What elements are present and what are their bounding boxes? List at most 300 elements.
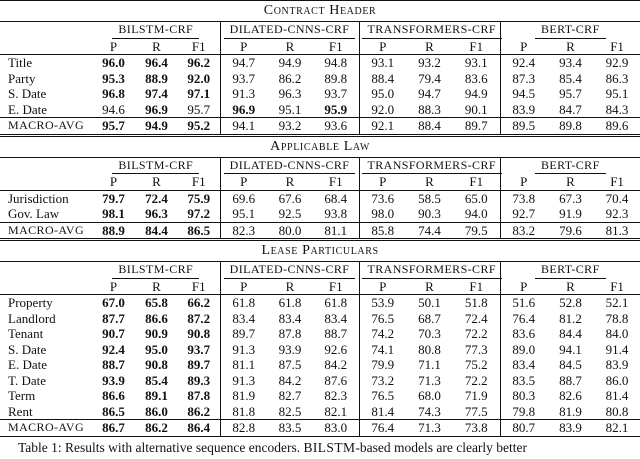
- table-cell: 72.2: [464, 372, 488, 388]
- metric-header: R: [566, 174, 575, 189]
- model-header: [220, 22, 359, 39]
- table-cell: 67.3: [547, 190, 594, 206]
- table-cell: 86.6: [102, 388, 125, 403]
- metric-header: F1: [191, 278, 206, 294]
- table-cell: 95.7: [559, 86, 582, 101]
- macro-avg-row: [0, 118, 640, 136]
- metric-header: P: [220, 174, 267, 190]
- table-cell: 73.8: [453, 420, 500, 437]
- section-title-row: [0, 135, 640, 157]
- metric-header: R: [566, 278, 575, 294]
- table-cell: 90.1: [464, 101, 488, 117]
- table-cell: 90.8: [145, 357, 168, 372]
- model-name: DILATED-CNNS-CRF: [224, 158, 356, 175]
- table-cell: 92.7: [500, 206, 547, 222]
- table-cell: 79.5: [453, 222, 500, 240]
- row-label: Party: [8, 70, 36, 86]
- table-cell: 89.8: [324, 70, 348, 86]
- table-cell: 93.8: [324, 206, 348, 221]
- table-cell: 51.8: [453, 295, 500, 311]
- table-cell: 72.2: [464, 326, 488, 341]
- table-cell: 61.8: [220, 295, 267, 311]
- table-cell: 83.9: [605, 357, 629, 372]
- table-cell: 94.9: [267, 55, 313, 71]
- table-cell: 87.5: [278, 357, 302, 372]
- table-cell: 73.8: [500, 190, 547, 206]
- table-cell: 90.7: [102, 326, 125, 341]
- table-cell: 75.9: [178, 190, 220, 206]
- table-cell: 82.5: [278, 403, 302, 419]
- table-cell: 86.4: [178, 420, 220, 437]
- table-cell: 86.0: [145, 403, 168, 419]
- section-title: Applicable Law: [0, 135, 640, 157]
- table-cell: 69.6: [220, 190, 267, 206]
- table-cell: 93.7: [187, 341, 211, 357]
- table-cell: 87.8: [187, 388, 211, 403]
- table-cell: 92.1: [359, 118, 406, 136]
- table-row: [0, 206, 640, 222]
- table-cell: 79.7: [92, 190, 135, 206]
- table-cell: 91.4: [605, 341, 629, 357]
- table-cell: 82.1: [324, 403, 348, 419]
- table-cell: 88.7: [102, 357, 125, 372]
- table-cell: 80.8: [418, 341, 441, 357]
- table-cell: 72.4: [464, 310, 488, 326]
- table-cell: 83.9: [500, 102, 547, 118]
- table-cell: 92.0: [187, 70, 211, 86]
- table-row: [0, 326, 640, 342]
- model-name: DILATED-CNNS-CRF: [224, 262, 356, 279]
- table-cell: 87.2: [187, 310, 211, 326]
- table-cell: 82.7: [278, 388, 302, 403]
- table-cell: 86.5: [102, 403, 125, 419]
- table-cell: 97.4: [145, 86, 168, 101]
- metric-header-row: [0, 174, 640, 190]
- table-cell: 71.9: [464, 388, 488, 403]
- table-cell: 93.2: [406, 55, 453, 71]
- model-name: TRANSFORMERS-CRF: [362, 158, 502, 175]
- table-cell: 92.6: [324, 341, 348, 357]
- table-cell: 83.0: [313, 420, 359, 437]
- table-cell: 89.7: [187, 357, 211, 372]
- table-cell: 73.6: [359, 190, 406, 206]
- model-header: [92, 157, 220, 174]
- table-cell: 83.5: [500, 373, 547, 389]
- table-cell: 96.8: [102, 86, 125, 101]
- metric-header: P: [109, 174, 118, 189]
- table-cell: 97.1: [187, 86, 211, 101]
- metric-header-row: [0, 279, 640, 295]
- table-cell: 88.3: [418, 101, 441, 117]
- table-cell: 96.9: [145, 101, 168, 117]
- table-cell: 92.0: [359, 102, 406, 118]
- table-cell: 86.2: [187, 403, 211, 419]
- row-label: Property: [0, 295, 92, 311]
- row-label: Tenant: [8, 326, 44, 341]
- section-title-row: [0, 240, 640, 262]
- table-cell: 70.4: [594, 190, 640, 206]
- table-cell: 90.9: [145, 326, 168, 341]
- table-row: [0, 190, 640, 206]
- table-cell: 79.4: [418, 70, 441, 86]
- table-cell: 81.4: [359, 404, 406, 420]
- table-cell: 71.1: [418, 357, 441, 372]
- table-cell: 65.0: [453, 190, 500, 206]
- table-cell: 82.8: [220, 420, 267, 437]
- table-row: [0, 295, 640, 311]
- table-cell: 83.4: [220, 311, 267, 327]
- metric-header: P: [500, 174, 547, 190]
- table-cell: 95.1: [220, 206, 267, 222]
- table-cell: 98.0: [359, 206, 406, 222]
- row-label: T. Date: [8, 372, 47, 388]
- table-cell: 86.5: [178, 222, 220, 240]
- table-cell: 80.3: [500, 388, 547, 404]
- table-row: [0, 388, 640, 404]
- table-cell: 87.8: [278, 326, 302, 341]
- model-name: BERT-CRF: [535, 22, 606, 39]
- table-row: [0, 102, 640, 118]
- table-cell: 91.9: [559, 206, 582, 221]
- table-cell: 89.5: [500, 118, 547, 136]
- table-cell: 82.1: [594, 420, 640, 437]
- metric-header: P: [359, 39, 406, 55]
- table-cell: 81.4: [605, 388, 629, 403]
- caption-suffix: -based models are clearly better: [355, 439, 528, 455]
- table-cell: 76.5: [359, 388, 406, 404]
- table-cell: 82.3: [324, 388, 348, 403]
- table-cell: 74.4: [406, 222, 453, 240]
- table-cell: 84.2: [324, 357, 348, 372]
- model-header: [500, 157, 640, 174]
- table-cell: 95.1: [278, 101, 302, 117]
- model-name: BERT-CRF: [535, 262, 606, 279]
- metric-header: P: [109, 278, 118, 294]
- table-cell: 73.2: [359, 373, 406, 389]
- table-cell: 72.4: [135, 190, 178, 206]
- table-cell: 95.1: [605, 86, 629, 101]
- metric-header: P: [220, 39, 267, 55]
- table-row: [0, 373, 640, 389]
- table-cell: 81.9: [220, 388, 267, 404]
- table-cell: 88.9: [92, 222, 135, 240]
- table-cell: 86.3: [605, 70, 629, 86]
- table-cell: 52.1: [594, 295, 640, 311]
- table-cell: 83.5: [267, 420, 313, 437]
- metric-header: F1: [328, 38, 343, 54]
- metric-header: P: [500, 279, 547, 295]
- table-cell: 86.0: [605, 372, 629, 388]
- table-cell: 94.7: [220, 55, 267, 71]
- table-cell: 83.6: [464, 70, 488, 86]
- model-header: [359, 22, 500, 39]
- model-name: BILSTM-CRF: [112, 158, 199, 175]
- table-cell: 81.1: [220, 357, 267, 373]
- table-cell: 89.1: [145, 388, 168, 403]
- table-cell: 94.8: [313, 55, 359, 71]
- row-label: Term: [8, 388, 36, 403]
- table-row: [0, 71, 640, 87]
- model-header: [220, 157, 359, 174]
- model-name: DILATED-CNNS-CRF: [224, 22, 356, 39]
- table-cell: 82.6: [559, 388, 582, 403]
- metric-header: R: [285, 278, 295, 294]
- table-cell: 86.2: [278, 70, 302, 86]
- table-cell: 93.2: [267, 118, 313, 136]
- table-cell: 89.6: [594, 118, 640, 136]
- model-header-row: [0, 262, 640, 279]
- table-cell: 58.5: [406, 190, 453, 206]
- model-header-row: [0, 157, 640, 174]
- table-cell: 89.0: [500, 342, 547, 358]
- model-header: [359, 157, 500, 174]
- metric-header: R: [285, 174, 295, 189]
- table-cell: 81.9: [559, 403, 582, 419]
- table-cell: 98.1: [102, 206, 125, 221]
- model-name: TRANSFORMERS-CRF: [362, 22, 502, 39]
- table-cell: 95.9: [324, 101, 348, 117]
- caption-prefix: Table 1: Results with alternative sequence encoders.: [18, 439, 301, 455]
- metric-header: R: [285, 38, 295, 54]
- table-cell: 68.0: [418, 388, 441, 403]
- table-cell: 95.3: [102, 70, 125, 86]
- table-cell: 81.1: [313, 222, 359, 240]
- table-cell: 88.9: [145, 70, 168, 86]
- table-cell: 83.4: [324, 310, 348, 326]
- model-name: TRANSFORMERS-CRF: [362, 262, 502, 279]
- table-cell: 94.1: [559, 341, 582, 357]
- table-cell: 51.6: [500, 295, 547, 311]
- table-row: [0, 342, 640, 358]
- header-spacer: [0, 262, 92, 279]
- header-spacer: [0, 39, 92, 55]
- table-cell: 83.4: [278, 310, 302, 326]
- macro-avg-label: MACRO-AVG: [0, 222, 92, 240]
- table-cell: 90.8: [187, 326, 211, 341]
- table-cell: 87.6: [324, 372, 348, 388]
- table-row: [0, 404, 640, 420]
- model-name: BILSTM-CRF: [112, 22, 199, 39]
- table-cell: 93.9: [102, 372, 125, 388]
- metric-header: F1: [328, 278, 343, 294]
- model-header: [359, 262, 500, 279]
- row-label: Rent: [8, 403, 33, 419]
- table-cell: 93.4: [547, 55, 594, 71]
- table-cell: 95.2: [178, 118, 220, 136]
- table-cell: 96.9: [220, 102, 267, 118]
- table-cell: 93.7: [324, 86, 348, 101]
- table-row: [0, 357, 640, 373]
- table-cell: 78.8: [605, 310, 629, 326]
- table-cell: 85.4: [559, 70, 582, 86]
- table-cell: 95.7: [92, 118, 135, 136]
- table-cell: 92.4: [102, 341, 125, 357]
- table-cell: 88.7: [324, 326, 348, 341]
- row-label: Landlord: [8, 310, 56, 326]
- table-cell: 85.8: [359, 222, 406, 240]
- metric-header: F1: [610, 38, 624, 54]
- table-cell: 94.0: [464, 206, 488, 221]
- table-cell: 88.4: [406, 118, 453, 136]
- table-cell: 89.7: [453, 118, 500, 136]
- model-header: [500, 262, 640, 279]
- table-cell: 67.0: [92, 295, 135, 311]
- metric-header: R: [152, 278, 161, 294]
- table-cell: 84.3: [605, 101, 629, 117]
- metric-header-row: [0, 39, 640, 55]
- metric-header: P: [109, 38, 118, 54]
- table-cell: 84.5: [559, 357, 582, 372]
- header-spacer: [0, 22, 92, 39]
- metric-header: R: [152, 38, 161, 54]
- model-header: [220, 262, 359, 279]
- section-title: Contract Header: [0, 1, 640, 22]
- table-cell: 96.0: [92, 55, 135, 71]
- table-cell: 94.5: [500, 86, 547, 102]
- table-cell: 93.6: [313, 118, 359, 136]
- table-cell: 95.7: [187, 101, 211, 117]
- macro-avg-label: MACRO-AVG: [0, 118, 92, 136]
- metric-header: R: [425, 278, 434, 294]
- table-cell: 53.9: [359, 295, 406, 311]
- table-cell: 93.9: [278, 341, 302, 357]
- table-cell: 94.1: [220, 118, 267, 136]
- table-cell: 93.1: [453, 55, 500, 71]
- table-cell: 90.3: [418, 206, 441, 221]
- table-cell: 79.8: [500, 404, 547, 420]
- table-cell: 96.3: [278, 86, 302, 101]
- metric-header: F1: [610, 174, 624, 189]
- table-cell: 83.9: [547, 420, 594, 437]
- metric-header: R: [425, 38, 434, 54]
- table-cell: 96.2: [178, 55, 220, 71]
- table-cell: 50.1: [406, 295, 453, 311]
- table-cell: 65.8: [135, 295, 178, 311]
- table-cell: 93.1: [359, 55, 406, 71]
- table-cell: 87.7: [102, 310, 125, 326]
- macro-avg-row: [0, 420, 640, 437]
- table-cell: 67.6: [267, 190, 313, 206]
- table-cell: 96.3: [145, 206, 168, 221]
- model-header: [500, 22, 640, 39]
- table-row: [0, 55, 640, 71]
- table-cell: 84.0: [605, 326, 629, 341]
- row-label: Jurisdiction: [0, 190, 92, 206]
- table-cell: 94.7: [418, 86, 441, 101]
- table-cell: 70.3: [418, 326, 441, 341]
- metric-header: F1: [191, 38, 206, 54]
- table-cell: 89.7: [220, 326, 267, 342]
- model-header: [92, 262, 220, 279]
- table-cell: 84.4: [559, 326, 582, 341]
- table-cell: 80.7: [500, 420, 547, 437]
- table-cell: 83.4: [500, 357, 547, 373]
- table-cell: 85.4: [145, 372, 168, 388]
- caption-model-name: BILSTM: [303, 439, 356, 455]
- table-cell: 89.3: [187, 372, 211, 388]
- table-row: [0, 311, 640, 327]
- table-cell: 75.2: [464, 357, 488, 372]
- metric-header: R: [152, 174, 161, 189]
- table-cell: 61.8: [313, 295, 359, 311]
- metric-header: F1: [469, 38, 484, 54]
- table-cell: 96.4: [135, 55, 178, 71]
- header-spacer: [0, 174, 92, 190]
- model-header-row: [0, 22, 640, 39]
- table-cell: 91.3: [220, 86, 267, 102]
- metric-header: F1: [328, 174, 343, 189]
- table-cell: 82.3: [220, 222, 267, 240]
- table-cell: 88.4: [359, 71, 406, 87]
- table-cell: 94.9: [464, 86, 488, 101]
- table-cell: 68.7: [418, 310, 441, 326]
- table-cell: 83.6: [500, 326, 547, 342]
- table-cell: 76.4: [359, 420, 406, 437]
- table-cell: 71.3: [418, 372, 441, 388]
- table-cell: 93.7: [220, 71, 267, 87]
- row-label: S. Date: [8, 341, 47, 357]
- row-label: E. Date: [8, 357, 47, 372]
- row-label: E. Date: [8, 101, 47, 117]
- table-caption: [0, 440, 640, 456]
- metric-header: F1: [610, 278, 624, 294]
- table-cell: 86.6: [145, 310, 168, 326]
- table-cell: 84.4: [135, 222, 178, 240]
- row-label: Title: [0, 55, 92, 71]
- table-cell: 92.5: [278, 206, 302, 221]
- table-cell: 74.3: [418, 403, 441, 419]
- table-cell: 80.0: [267, 222, 313, 240]
- table-cell: 83.2: [500, 222, 547, 240]
- header-spacer: [0, 279, 92, 295]
- table-cell: 94.6: [102, 101, 125, 117]
- table-cell: 61.8: [267, 295, 313, 311]
- table-cell: 66.2: [178, 295, 220, 311]
- table-cell: 97.2: [187, 206, 211, 221]
- table-cell: 87.3: [500, 71, 547, 87]
- table-cell: 86.7: [92, 420, 135, 437]
- row-label: Gov. Law: [8, 206, 60, 221]
- metric-header: P: [359, 174, 406, 190]
- metric-header: P: [220, 279, 267, 295]
- table-cell: 68.4: [313, 190, 359, 206]
- metric-header: F1: [469, 278, 484, 294]
- table-cell: 91.3: [220, 342, 267, 358]
- table-cell: 81.3: [594, 222, 640, 240]
- table-cell: 74.1: [359, 342, 406, 358]
- table-cell: 84.7: [559, 101, 582, 117]
- table-cell: 77.5: [464, 403, 488, 419]
- table-cell: 95.0: [359, 86, 406, 102]
- table-row: [0, 86, 640, 102]
- table-cell: 76.4: [500, 311, 547, 327]
- model-header: [92, 22, 220, 39]
- table-cell: 94.9: [135, 118, 178, 136]
- table-cell: 91.3: [220, 373, 267, 389]
- model-name: BILSTM-CRF: [112, 262, 199, 279]
- metric-header: R: [425, 174, 434, 189]
- table-cell: 77.3: [464, 341, 488, 357]
- metric-header: F1: [469, 174, 484, 189]
- metric-header: P: [500, 39, 547, 55]
- table-cell: 89.8: [547, 118, 594, 136]
- table-cell: 76.5: [359, 311, 406, 327]
- table-cell: 95.0: [145, 341, 168, 357]
- model-name: BERT-CRF: [535, 158, 606, 175]
- table-cell: 92.3: [605, 206, 629, 221]
- table-cell: 88.7: [559, 372, 582, 388]
- table-cell: 74.2: [359, 326, 406, 342]
